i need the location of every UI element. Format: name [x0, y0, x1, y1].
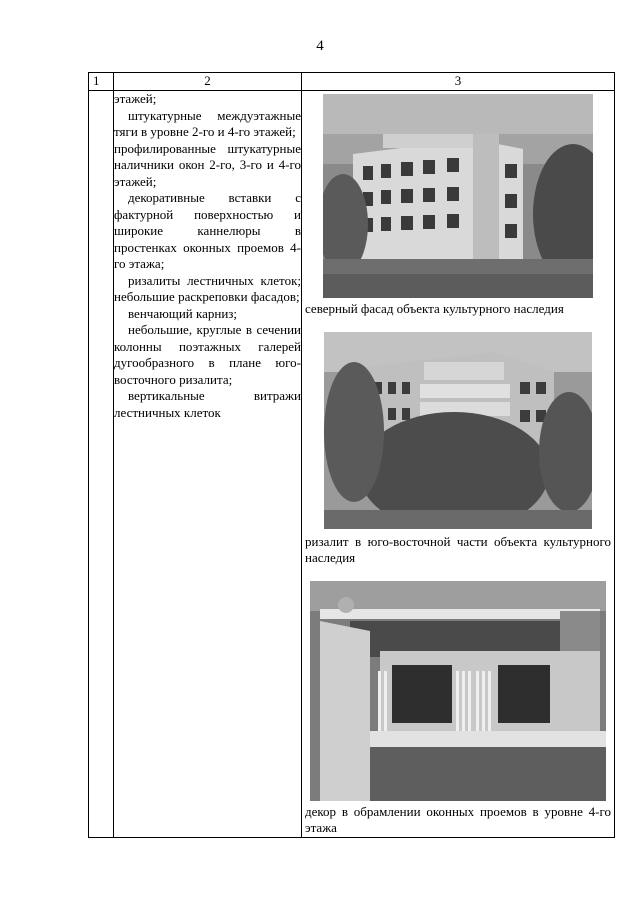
- column-header-1: 1: [89, 73, 114, 91]
- description-line: небольшие, круглые в сечении колонны поэтажных галерей дугообразного в плане юго-восточного ризалита;: [114, 322, 301, 387]
- description-line: декоративные вставки с фактурной поверхностью и широкие каннелюры в простенках оконных проемов 4-го этажа;: [114, 190, 301, 271]
- column-header-2: 2: [114, 73, 302, 91]
- description-line: вертикальные витражи лестничных клеток: [114, 388, 301, 420]
- window-decor-photo: [310, 581, 606, 801]
- north-facade-photo: [323, 94, 593, 298]
- photo-caption: северный фасад объекта культурного наследия: [305, 301, 564, 316]
- heritage-table: [88, 72, 615, 838]
- page-number: 4: [316, 38, 324, 54]
- table-row: [89, 91, 615, 838]
- southeast-risalit-photo: [324, 332, 592, 529]
- column-header-3: 3: [302, 73, 615, 91]
- photos-cell: [302, 91, 615, 838]
- description-line: профилированные штукатурные наличники окон 2-го, 3-го и 4-го этажей;: [114, 140, 301, 189]
- photo-caption: декор в обрамлении оконных проемов в уровне 4-го этажа: [305, 803, 611, 835]
- photo-caption: ризалит в юго-восточной части объекта культурного наследия: [305, 533, 611, 565]
- description-line: штукатурные междуэтажные тяги в уровне 2-го и 4-го этажей;: [114, 107, 301, 139]
- description-cell: [114, 91, 302, 838]
- row-number-cell: [89, 91, 114, 838]
- description-line: ризалиты лестничных клеток; небольшие раскреповки фасадов;: [114, 272, 301, 304]
- description-line: этажей;: [114, 91, 157, 106]
- table-header-row: [89, 73, 615, 91]
- description-line: венчающий карниз;: [128, 305, 238, 321]
